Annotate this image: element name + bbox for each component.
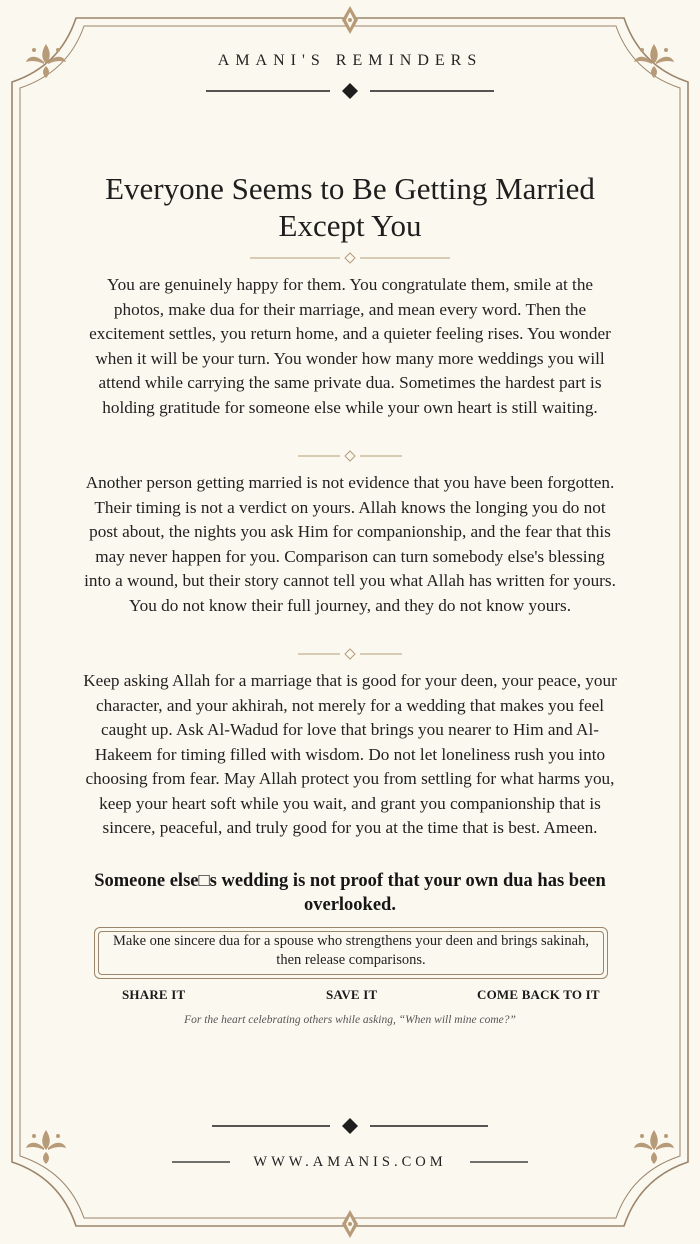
bottom-frame-ornament bbox=[342, 1210, 358, 1238]
paragraph-3: Keep asking Allah for a marriage that is good for your deen, your peace, your character, and your akhirah, not merely for a wedding that makes you feel caught up. Ask Al-Wadud for love that brings you nearer to Him and Al-Hakeem for timing filled with wisdom. Do not let loneliness rush you into choosing from fear. May Allah protect you from settling for what harms you, keep your heart soft while you wait, and grant you companionship that is sincere, peaceful, and truly good for you at the time that is best. Ameen. bbox=[83, 671, 617, 837]
save-it-button[interactable]: SAVE IT bbox=[326, 987, 378, 1002]
footnote: For the heart celebrating others while asking, “When will mine come?” bbox=[184, 1014, 516, 1026]
brand-header: AMANI'S REMINDERS bbox=[217, 52, 483, 69]
footer-divider bbox=[212, 1118, 488, 1134]
title-divider bbox=[250, 253, 450, 263]
action-box bbox=[94, 927, 608, 979]
page-title: Everyone Seems to Be Getting Married Except You bbox=[105, 171, 595, 243]
website-link[interactable]: WWW.AMANIS.COM bbox=[253, 1154, 447, 1170]
paragraph-divider-2 bbox=[298, 649, 402, 659]
paragraph-2: Another person getting married is not evidence that you have been forgotten. Their timing is not a verdict on yours. Allah knows the longing you do not post about, the nights you ask Him for companionship, and the fear that this may never happen for you. Comparison can turn somebody else's blessing into a wound, but their story cannot tell you what Allah has written for yours. You do not know their full journey, and they do not know yours. bbox=[84, 473, 616, 615]
come-back-button[interactable]: COME BACK TO IT bbox=[477, 987, 600, 1002]
emphasis-statement: Someone else□s wedding is not proof that your own dua has been overlooked. bbox=[94, 871, 606, 915]
diamond-icon bbox=[342, 1118, 358, 1134]
paragraph-1: You are genuinely happy for them. You congratulate them, smile at the photos, make dua for their marriage, and mean every word. Then the excitement settles, you return home, and a quieter feeling rises. You wonder when it will be your turn. You wonder how many more weddings you will attend while carrying the same private dua. Sometimes the hardest part is holding gratitude for someone else while your own heart is still waiting. bbox=[89, 275, 611, 417]
share-it-button[interactable]: SHARE IT bbox=[122, 987, 186, 1002]
top-frame-ornament bbox=[342, 6, 358, 34]
header-divider bbox=[206, 83, 494, 99]
action-text: Make one sincere dua for a spouse who strengthens your deen and brings sakinah, then release comparisons. bbox=[113, 933, 589, 968]
diamond-icon bbox=[342, 83, 358, 99]
paragraph-divider-1 bbox=[298, 451, 402, 461]
